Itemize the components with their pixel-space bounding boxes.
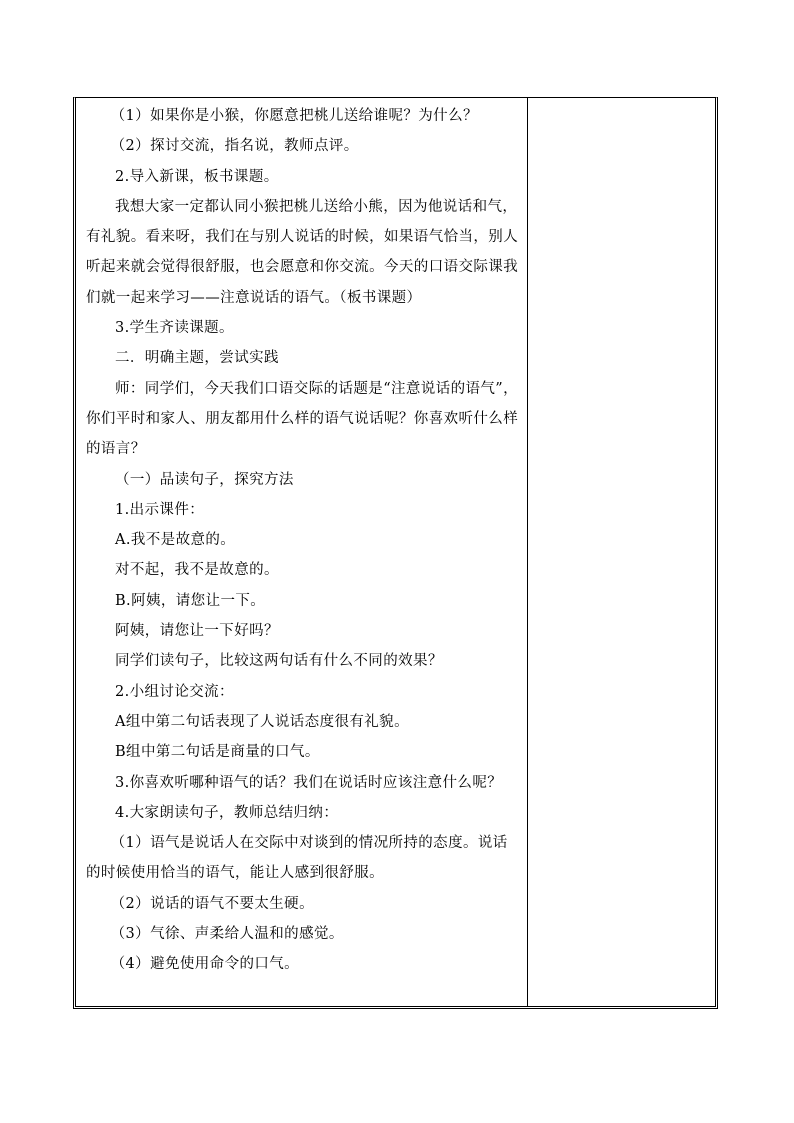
paragraph: （2）探讨交流，指名说，教师点评。 — [110, 138, 359, 155]
section-heading: 二．明确主题，尝试实践 — [115, 350, 279, 367]
example-sentence: A.我不是故意的。 — [115, 532, 236, 549]
paragraph: 2.小组讨论交流： — [115, 683, 234, 700]
paragraph: 师：同学们，今天我们口语交际的话题是“注意说话的语气”，你们平时和家人、朋友都用什么样的语气说话呢？你喜欢听什么样的语言？ — [86, 380, 519, 458]
summary-point: （3）气徐、声柔给人温和的感觉。 — [110, 926, 344, 943]
paragraph: 4.大家朗读句子，教师总结归纳： — [115, 804, 339, 821]
lesson-plan-table — [73, 97, 718, 1009]
paragraph: （1）如果你是小猴，你愿意把桃儿送给谁呢？为什么？ — [110, 108, 478, 124]
subsection-heading: （一）品读句子，探究方法 — [115, 471, 294, 488]
paragraph: 同学们读句子，比较这两句话有什么不同的效果？ — [115, 653, 443, 670]
example-sentence: 阿姨，请您让一下好吗？ — [115, 623, 279, 640]
paragraph: B组中第二句话是商量的口气。 — [115, 744, 320, 761]
paragraph: 1.出示课件： — [115, 501, 205, 518]
summary-point: （1）语气是说话人在交际中对谈到的情况所持的态度。说话的时候使用恰当的语气，能让人感到很舒服。 — [86, 835, 508, 882]
paragraph: A组中第二句话表现了人说话态度很有礼貌。 — [115, 713, 409, 730]
paragraph: 我想大家一定都认同小猴把桃儿送给小熊，因为他说话和气，有礼貌。看来呀，我们在与别人说话的时候，如果语气恰当，别人听起来就会觉得很舒服，也会愿意和你交流。今天的口语交际课我们就一起来学习——注意说话的语气。（板书课题） — [86, 198, 519, 306]
paragraph: 3.你喜欢听哪种语气的话？我们在说话时应该注意什么呢？ — [115, 774, 503, 791]
notes-cell — [528, 98, 715, 1006]
example-sentence: 对不起，我不是故意的。 — [115, 562, 279, 579]
example-sentence: B.阿姨，请您让一下。 — [115, 592, 266, 609]
paragraph: 2.导入新课，板书课题。 — [115, 168, 279, 185]
paragraph: 3.学生齐读课题。 — [115, 320, 234, 337]
summary-point: （2）说话的语气不要太生硬。 — [110, 895, 314, 912]
lesson-content-cell — [86, 101, 521, 980]
summary-point: （4）避免使用命令的口气。 — [110, 956, 300, 973]
